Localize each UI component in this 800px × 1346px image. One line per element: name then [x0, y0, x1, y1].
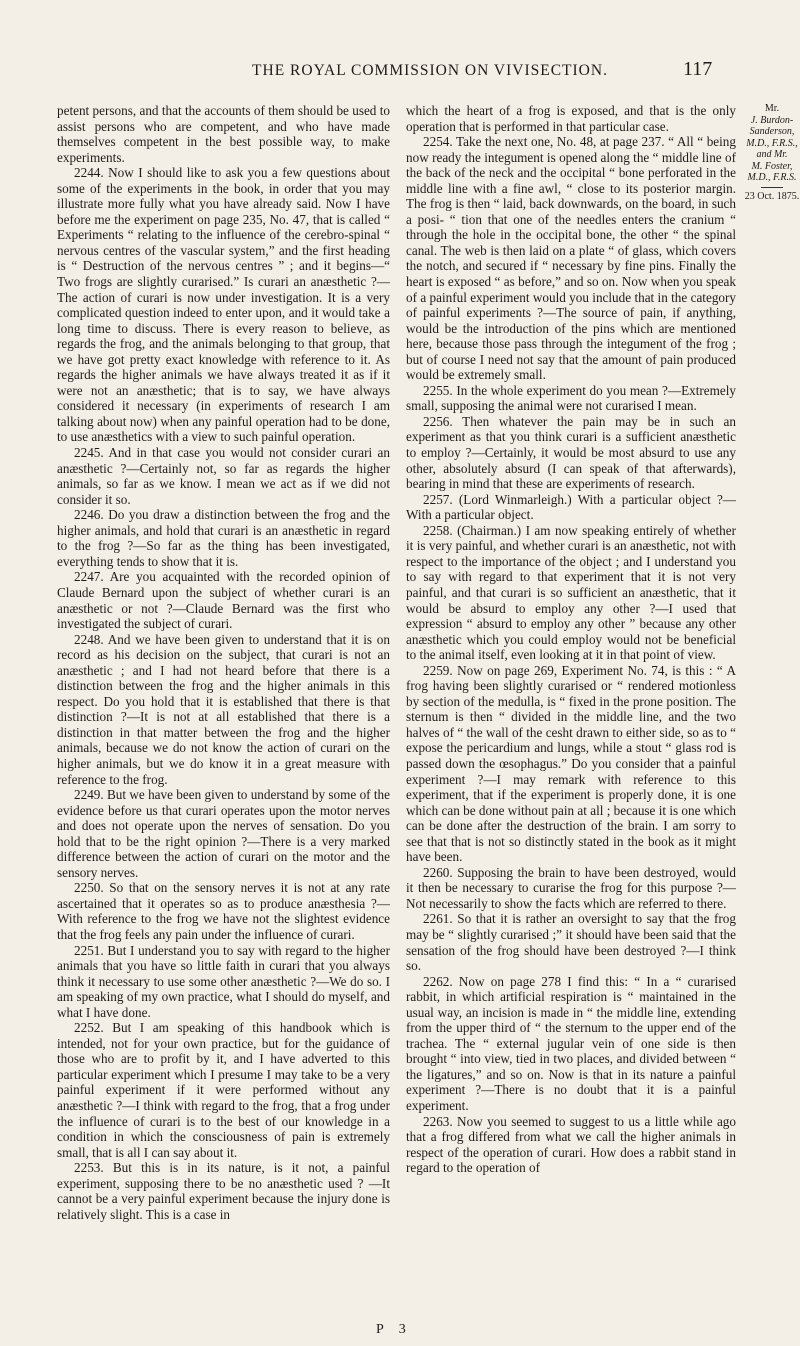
paragraph: 2244. Now I should like to ask you a few questions about some of the experiments in the book, in order that you may illustrate more fully what you have already said. Now I have before me the experiment on page 235, No. 47, that is called “ Experiments “ relating to the influence of the cerebro-spinal “ nervous centres of the vascular system,” and the first heading is “ Destruction of the nervous centres ” ; and it begins—“ Two frogs are slightly curarised.” Is curari an anæsthetic ?—The action of curari is now under investigation. It is a very complicated question indeed to enter upon, and it would take a long time to discuss. There is every reason to believe, as regards the frog, and the animals belonging to that group, that we have got pretty exact knowledge with reference to it. As regards the higher animals we have always treated it as if it were not an anæsthetic; that is to say, we have always considered it necessary (in experiments of research I am talking about now) when any painful operation had to be done, to use anæsthetics with a view to such painful operation.	[57, 165, 390, 445]
paragraph: 2246. Do you draw a distinction between the frog and the higher animals, and hold that curari is an anæsthetic in regard to the frog ?—So far as the thing has been investigated, everything tends to show that it is.	[57, 507, 390, 569]
signature-mark: P 3	[376, 1322, 412, 1337]
margin-line: M. Foster,	[751, 160, 793, 172]
left-column	[57, 103, 390, 1222]
paragraph: 2247. Are you acquainted with the recorded opinion of Claude Bernard upon the subject of whether curari is an anæsthetic or not ?—Claude Bernard was the first who investigated the subject of curari.	[57, 569, 390, 632]
paragraph: 2256. Then whatever the pain may be in such an experiment as that you think curari is a sufficient anæsthetic to employ ?—Certainly, it would be most absurd to use any other, absolutely absurd (I can speak of that afterwards), bearing in mind that these are experiments of research.	[406, 413, 736, 492]
paragraph: 2262. Now on page 278 I find this: “ In a “ curarised rabbit, in which artificial respiration is “ maintained in the usual way, an incision is made in “ the middle line, extending from the upper third of “ the sternum to the upper end of the trachea. The “ external jugular vein of one side is then brought “ into view, tied in two places, and divided between “ the ligatures,” and so on. Now is that in its nature a painful experiment ?—There is no doubt that it is a painful experiment.	[406, 973, 736, 1113]
paragraph: 2254. Take the next one, No. 48, at page 237. “ All “ being now ready the integument is opened along the “ middle line of the back of the neck and the occipital “ bone perforated in the middle line with a fine awl, “ close to its posterior margin. The frog is then “ laid, back downwards, on the board, in such a posi- “ tion that one of the needles enters the cranium “ through the hole in the occipital bone, the other “ the spinal canal. The web is then laid on a plate “ of glass, which covers the notch, and secured if “ necessary by fine pins. Finally the heart is exposed “ as before,” and so on. Now when you speak of a painful experiment would you include that in the category of painful experiments ?—The source of pain, if anything, would be the introduction of the pins which are mentioned here, because those pass through the integument of the frog ; but of course I need not say that the amount of pain produced would be extremely small.	[406, 134, 736, 383]
paragraph: 2259. Now on page 269, Experiment No. 74, is this : “ A frog having been slightly curarised or “ rendered motionless by section of the medulla, is “ fixed in the prone position. The sternum is then “ divided in the middle line, and the two halves of “ the wall of the cesht drawn to either side, so as to “ expose the pericardium and lungs, while a stout “ glass rod is passed down the œsophagus.” Do you consider that a painful experiment ?—I may remark with reference to this experiment, that if the experiment is properly done, it is one which can be done without pain at all ; because it is one which can be done after the destruction of the brain. I am sorry to see that that is not so distinctly stated in the book as it might have been.	[406, 662, 736, 865]
paragraph: 2261. So that it is rather an oversight to say that the frog may be “ slightly curarised ;” it should have been said that the sensation of the frog should have been destroyed ?—I think so.	[406, 911, 736, 974]
paragraph: 2245. And in that case you would not consider curari an anæsthetic ?—Certainly not, so far as regards the higher animals, so far as we know. I mean we act as if we did not consider it so.	[57, 445, 390, 507]
paragraph: 2257. (Lord Winmarleigh.) With a particular object ?—With a particular object.	[406, 491, 736, 523]
margin-line: Sanderson,	[749, 126, 795, 137]
paragraph: 2250. So that on the sensory nerves it is not at any rate ascertained that it operates so as to produce anæsthesia ?—With reference to the frog we have not the slightest evidence that the frog feels any pain under the influence of curari.	[57, 880, 390, 942]
paragraph: 2263. Now you seemed to suggest to us a little while ago that a frog differed from what we call the higher animals in respect of the operation of curari. How does a rabbit stand in regard to the operation of	[406, 1113, 736, 1176]
right-column	[406, 103, 736, 1176]
paragraph: which the heart of a frog is exposed, and that is the only operation that is performed in that particular case.	[406, 103, 736, 134]
margin-date: 23 Oct. 1875.	[744, 190, 800, 202]
paragraph: 2258. (Chairman.) I am now speaking entirely of whether it is very painful, and whether curari is an anæsthetic, not with respect to the importance of the object ; and I understand you to say with regard to that experiment that it is not very painful, and that curari is so sufficient an anæsthetic, that it would be absurd to employ any other ?—I used that expression “ absurd to employ any other ” because any other anæsthetic which you could employ would not be beneficial to the animal itself, even looking at it in that point of view.	[406, 522, 736, 663]
paragraph: 2251. But I understand you to say with regard to the higher animals that you have so little faith in curari that you always think it necessary to use some other anæsthetic ?—We do so. I am speaking of my own practice, what I should do myself, and what I have done.	[57, 942, 390, 1020]
paragraph: 2248. And we have been given to understand that it is on record as his decision on the subject, that curari is not an anæsthetic ; and I had not heard before that there is a distinction between the frog and the higher animals in this respect. Do you hold that it is established that there is that distinction ?—It is not at all established that there is a distinction in that matter between the frog and the higher animals, because we do not know the action of curari on the higher animals, but we do know it in a great measure with reference to the frog.	[57, 631, 390, 787]
margin-line: J. Burdon-	[750, 114, 794, 126]
margin-line: and Mr.	[756, 149, 788, 160]
page-title: THE ROYAL COMMISSION ON VIVISECTION.	[252, 62, 608, 79]
paragraph: 2253. But this is in its nature, is it not, a painful experiment, supposing there to be no anæsthetic used ? —It cannot be a very painful experiment because the injury done is relatively slight. This is a case in	[57, 1160, 390, 1222]
paragraph: 2255. In the whole experiment do you mean ?—Extremely small, supposing the animal were not curarised I mean.	[406, 382, 736, 414]
witness-margin-note	[744, 103, 800, 202]
running-header	[0, 60, 800, 88]
margin-line: M.D., F.R.S.,	[746, 137, 798, 149]
margin-line: M.D., F.R.S.	[747, 172, 797, 183]
page-number: 117	[683, 58, 713, 80]
paragraph: petent persons, and that the accounts of them should be used to assist persons who are competent, and who have made themselves competent in the best possible way, to make experiments.	[57, 103, 390, 165]
margin-rule	[761, 187, 783, 188]
margin-line: Mr.	[764, 103, 780, 114]
paragraph: 2260. Supposing the brain to have been destroyed, would it then be necessary to curarise the frog for this purpose ?—Not necessarily to show the facts which are referred to there.	[406, 864, 736, 911]
paragraph: 2252. But I am speaking of this handbook which is intended, not for your own practice, but for the guidance of those who are to profit by it, and I have adverted to this particular experiment which I presume I may take to be a very painful experiment if it were performed without any anæsthetic ?—I think with regard to the frog, that a frog under the influence of curari is to the best of our knowledge in a condition in which the consciousness of pain is extremely small, that is all I can say about it.	[57, 1020, 390, 1160]
paragraph: 2249. But we have been given to understand by some of the evidence before us that curari operates upon the motor nerves and does not operate upon the nerves of sensation. Do you hold that to be the right opinion ?—There is a very marked difference between the action of curari on the motor and the sensory nerves.	[57, 787, 390, 880]
